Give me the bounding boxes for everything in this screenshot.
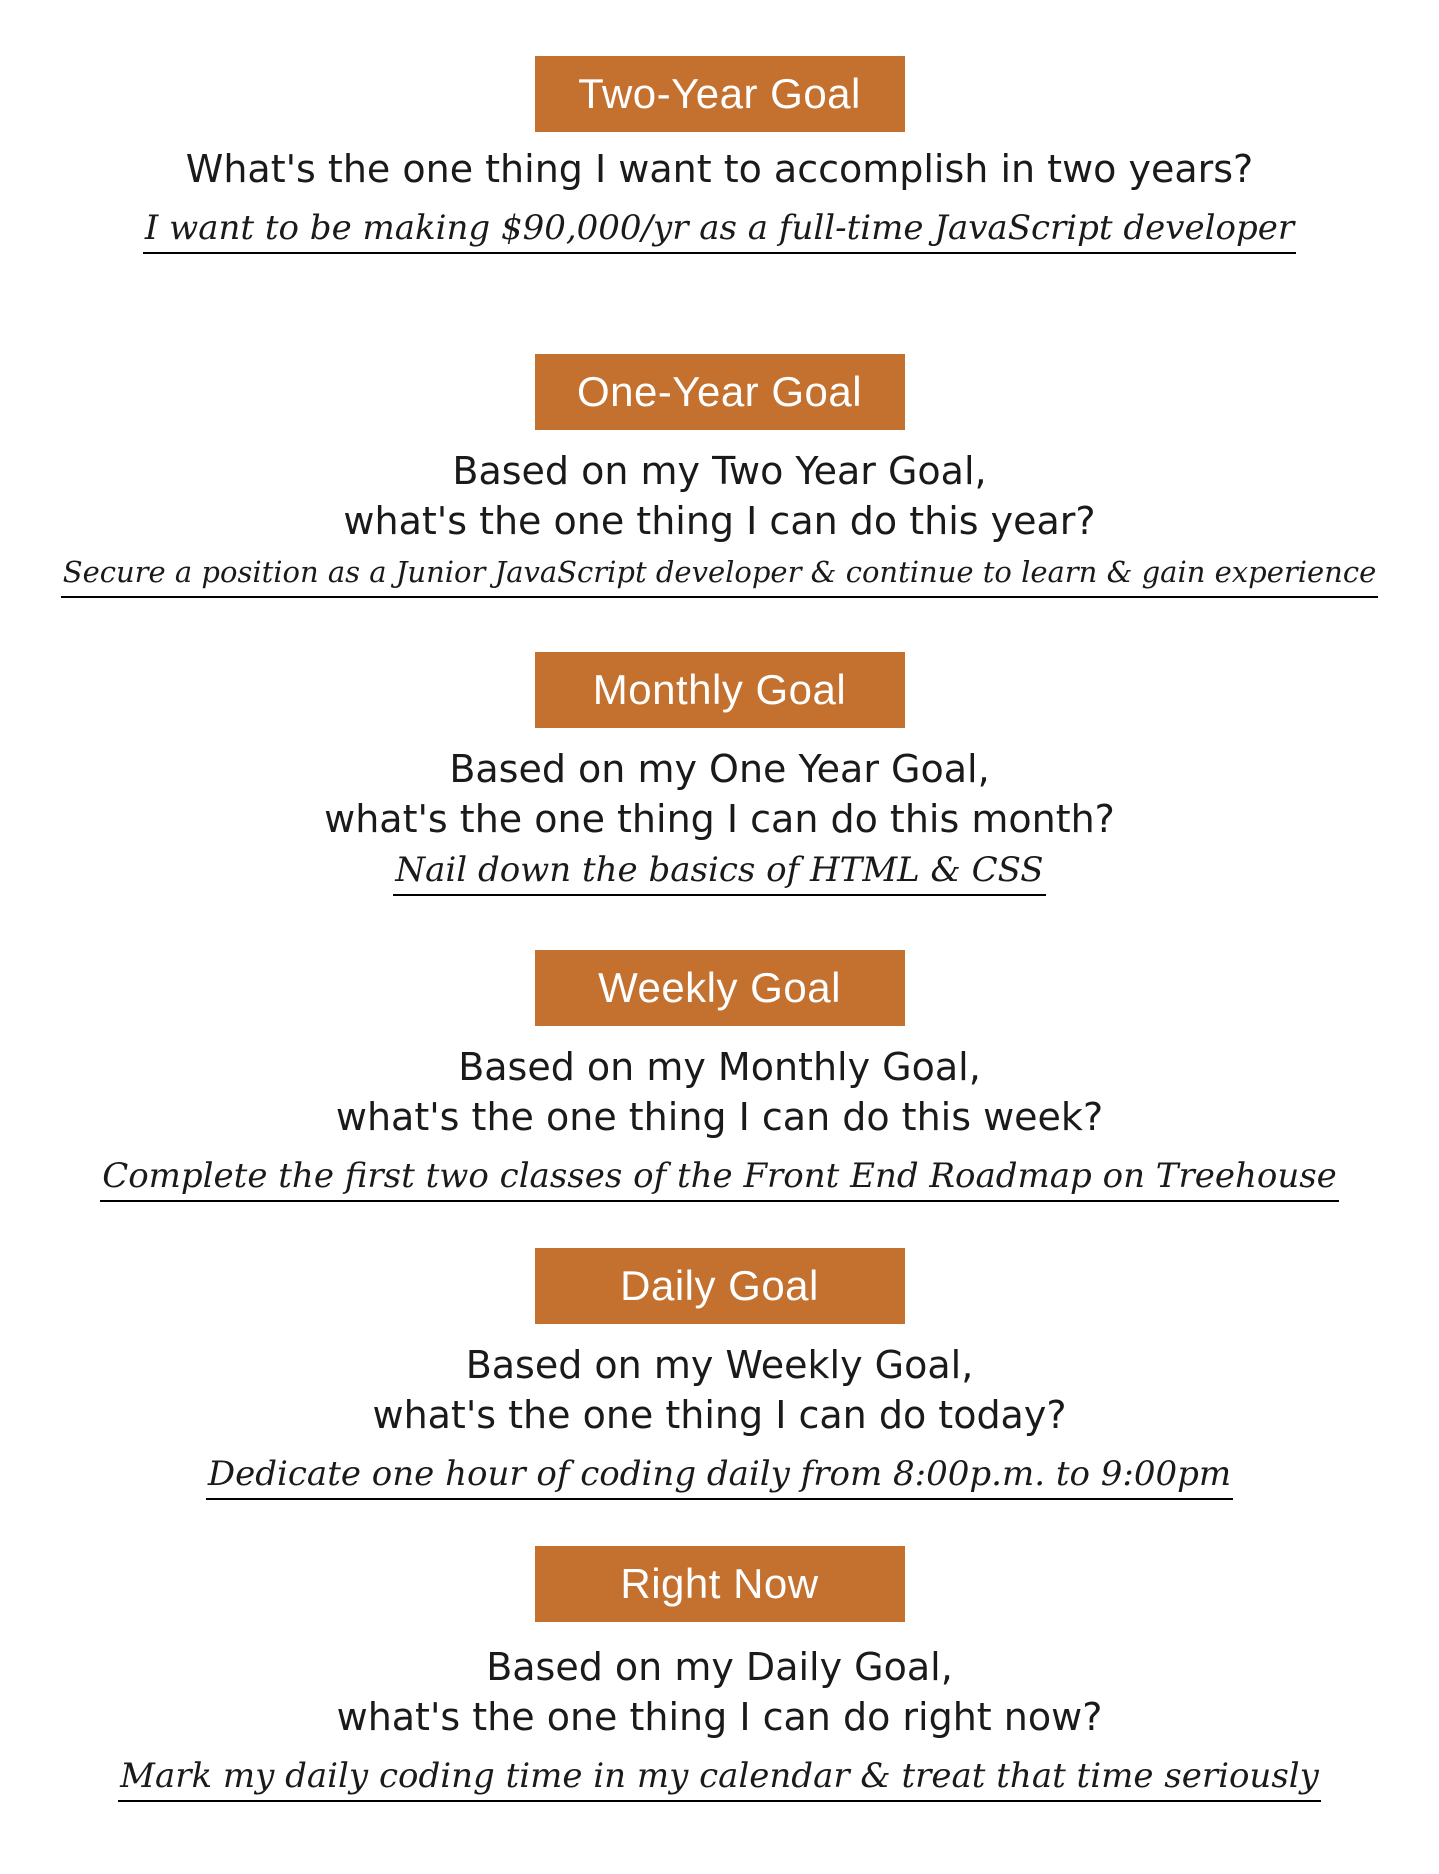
- goal-question: [324, 744, 1115, 844]
- goal-question: [343, 446, 1095, 546]
- goal-label: One-Year Goal: [535, 354, 905, 430]
- goal-question-line: Based on my One Year Goal,: [449, 747, 990, 791]
- goal-question: [337, 1642, 1103, 1742]
- goal-section-right-now: [0, 1546, 1439, 1802]
- goal-answer: Mark my daily coding time in my calendar & treat that time seriously: [118, 1756, 1321, 1802]
- goal-question-line: what's the one thing I can do right now?: [336, 1695, 1103, 1739]
- goal-question-line: Based on my Two Year Goal,: [452, 449, 987, 493]
- goal-label: Weekly Goal: [535, 950, 905, 1026]
- goal-section-monthly: [0, 652, 1439, 896]
- goal-question-line: what's the one thing I can do this month?: [324, 797, 1115, 841]
- goal-answer: I want to be making $90,000/yr as a full-time JavaScript developer: [143, 208, 1296, 254]
- goal-question-line: what's the one thing I can do today?: [372, 1393, 1067, 1437]
- goal-section-weekly: [0, 950, 1439, 1202]
- goal-question-line: what's the one thing I can do this week?: [335, 1095, 1104, 1139]
- goal-question: [336, 1042, 1103, 1142]
- goal-section-daily: [0, 1248, 1439, 1500]
- goal-question-line: Based on my Weekly Goal,: [465, 1343, 974, 1387]
- goal-label: Right Now: [535, 1546, 905, 1622]
- goal-answer: Nail down the basics of HTML & CSS: [393, 850, 1045, 896]
- goal-question-line: Based on my Daily Goal,: [486, 1645, 953, 1689]
- goal-answer: Secure a position as a Junior JavaScript developer & continue to learn & gain experience: [61, 552, 1379, 598]
- goal-answer: Dedicate one hour of coding daily from 8:00p.m. to 9:00pm: [206, 1454, 1233, 1500]
- goal-section-one-year: [0, 354, 1439, 598]
- goal-label: Monthly Goal: [535, 652, 905, 728]
- goal-question-line: Based on my Monthly Goal,: [458, 1045, 981, 1089]
- goal-answer: Complete the first two classes of the Front End Roadmap on Treehouse: [100, 1156, 1339, 1202]
- goal-label: Daily Goal: [535, 1248, 905, 1324]
- goal-section-two-year: [0, 56, 1439, 254]
- goal-question: [186, 144, 1253, 194]
- goal-question: [372, 1340, 1066, 1440]
- goal-question-line: What's the one thing I want to accomplish in two years?: [185, 147, 1254, 191]
- goal-question-line: what's the one thing I can do this year?: [343, 499, 1096, 543]
- goal-label: Two-Year Goal: [535, 56, 905, 132]
